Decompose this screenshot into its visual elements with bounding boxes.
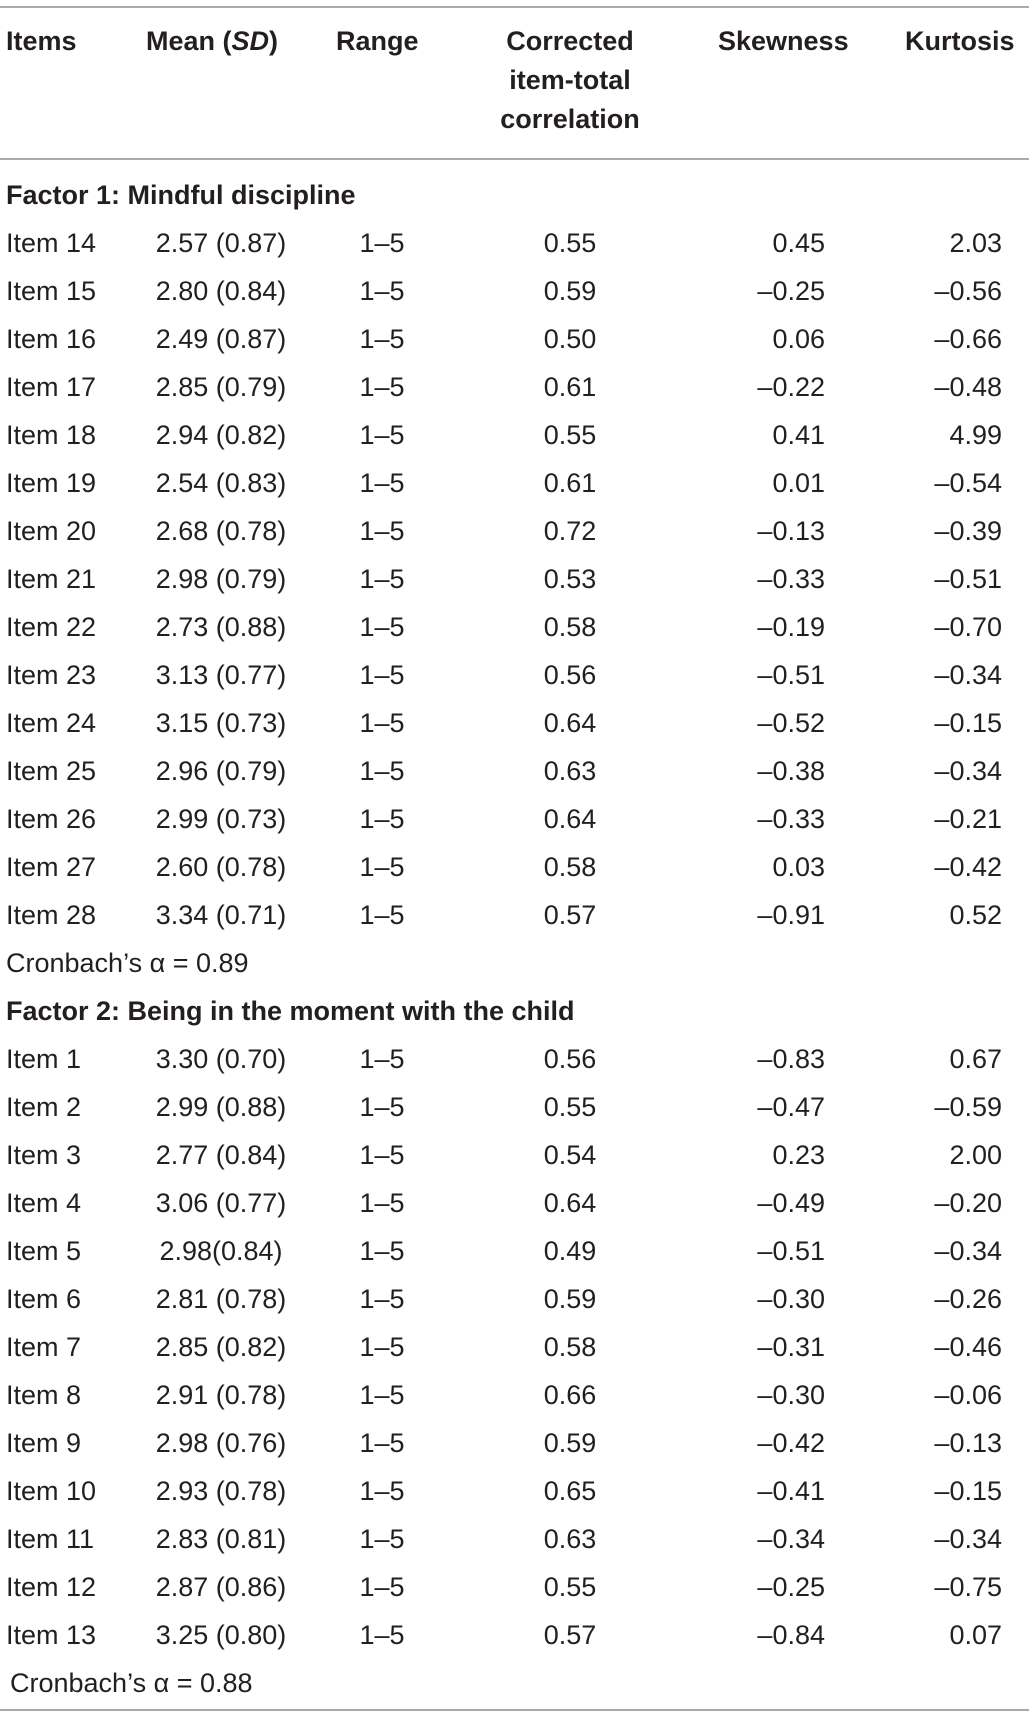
- skewness-cell: –0.34: [757, 1524, 825, 1554]
- table-row: [0, 891, 1029, 939]
- range-cell: 1–5: [359, 564, 405, 594]
- mean-sd-cell: 2.80 (0.84): [155, 276, 287, 306]
- mean-sd-cell: 2.49 (0.87): [155, 324, 287, 354]
- skewness-cell: –0.19: [757, 612, 825, 642]
- skewness-cell: –0.84: [757, 1620, 825, 1650]
- range-cell: 1–5: [359, 1332, 405, 1362]
- corrected-item-total-cell: 0.58: [543, 852, 597, 882]
- corrected-item-total-cell: 0.58: [543, 612, 597, 642]
- table-row: [0, 219, 1029, 267]
- header-mean-sd: SD: [231, 26, 270, 56]
- item-label-cell: Item 26: [6, 804, 97, 834]
- header-skewness: Skewness: [718, 26, 849, 56]
- header-kurtosis: Kurtosis: [905, 26, 1015, 56]
- kurtosis-cell: 0.07: [949, 1620, 1002, 1650]
- table-row: [0, 411, 1029, 459]
- mean-sd-cell: 2.96 (0.79): [155, 756, 287, 786]
- range-cell: 1–5: [359, 1140, 405, 1170]
- item-label-cell: Item 12: [6, 1572, 97, 1602]
- skewness-cell: –0.33: [757, 804, 825, 834]
- item-label-cell: Item 25: [6, 756, 97, 786]
- table-row: [0, 1419, 1029, 1467]
- item-label-cell: Item 13: [6, 1620, 97, 1650]
- corrected-item-total-cell: 0.50: [543, 324, 597, 354]
- corrected-item-total-cell: 0.64: [543, 804, 597, 834]
- corrected-item-total-cell: 0.56: [543, 660, 597, 690]
- item-label-cell: Item 21: [6, 564, 97, 594]
- item-label-cell: Item 16: [6, 324, 97, 354]
- table-row: [0, 1035, 1029, 1083]
- mean-sd-cell: 2.85 (0.82): [155, 1332, 287, 1362]
- mean-sd-cell: 2.98 (0.79): [155, 564, 287, 594]
- header-corrected-item-total: [470, 22, 670, 139]
- kurtosis-cell: 2.00: [949, 1140, 1002, 1170]
- range-cell: 1–5: [359, 1092, 405, 1122]
- corrected-item-total-cell: 0.64: [543, 1188, 597, 1218]
- skewness-cell: –0.13: [757, 516, 825, 546]
- mean-sd-cell: 2.60 (0.78): [155, 852, 287, 882]
- item-label-cell: Item 23: [6, 660, 97, 690]
- range-cell: 1–5: [359, 1476, 405, 1506]
- item-label-cell: Item 14: [6, 228, 97, 258]
- range-cell: 1–5: [359, 1044, 405, 1074]
- mean-sd-cell: 2.87 (0.86): [155, 1572, 287, 1602]
- corrected-item-total-cell: 0.55: [543, 228, 597, 258]
- corrected-item-total-cell: 0.61: [543, 468, 597, 498]
- table-row: [0, 315, 1029, 363]
- table-row: [0, 603, 1029, 651]
- header-range: Range: [336, 26, 419, 56]
- kurtosis-cell: –0.75: [934, 1572, 1002, 1602]
- item-label-cell: Item 17: [6, 372, 97, 402]
- kurtosis-cell: –0.34: [934, 1236, 1002, 1266]
- range-cell: 1–5: [359, 372, 405, 402]
- corrected-item-total-cell: 0.58: [543, 1332, 597, 1362]
- corrected-item-total-cell: 0.55: [543, 1092, 597, 1122]
- skewness-cell: –0.31: [757, 1332, 825, 1362]
- item-label-cell: Item 11: [6, 1524, 95, 1554]
- corrected-item-total-cell: 0.55: [543, 420, 597, 450]
- header-citc-line3: correlation: [500, 104, 640, 134]
- mean-sd-cell: 3.34 (0.71): [155, 900, 287, 930]
- mean-sd-cell: 2.83 (0.81): [155, 1524, 287, 1554]
- corrected-item-total-cell: 0.57: [543, 1620, 597, 1650]
- mean-sd-cell: 2.94 (0.82): [155, 420, 287, 450]
- kurtosis-cell: 2.03: [949, 228, 1002, 258]
- table-row: [0, 507, 1029, 555]
- kurtosis-cell: –0.46: [934, 1332, 1002, 1362]
- item-label-cell: Item 10: [6, 1476, 97, 1506]
- kurtosis-cell: 4.99: [949, 420, 1002, 450]
- table-row: [0, 1083, 1029, 1131]
- kurtosis-cell: –0.59: [934, 1092, 1002, 1122]
- kurtosis-cell: –0.51: [934, 564, 1002, 594]
- table-row: [0, 1611, 1029, 1659]
- mean-sd-cell: 2.91 (0.78): [155, 1380, 287, 1410]
- kurtosis-cell: –0.42: [934, 852, 1002, 882]
- skewness-cell: –0.41: [757, 1476, 825, 1506]
- corrected-item-total-cell: 0.72: [543, 516, 597, 546]
- header-mean: [146, 22, 278, 61]
- item-label-cell: Item 24: [6, 708, 97, 738]
- header-rule: [0, 158, 1029, 160]
- header-mean-label: Mean (: [146, 26, 232, 56]
- kurtosis-cell: 0.67: [949, 1044, 1002, 1074]
- mean-sd-cell: 2.99 (0.88): [155, 1092, 287, 1122]
- item-label-cell: Item 6: [6, 1284, 82, 1314]
- table-row: [0, 459, 1029, 507]
- item-label-cell: Item 20: [6, 516, 97, 546]
- skewness-cell: –0.91: [757, 900, 825, 930]
- mean-sd-cell: 2.73 (0.88): [155, 612, 287, 642]
- skewness-cell: –0.49: [757, 1188, 825, 1218]
- item-label-cell: Item 7: [6, 1332, 82, 1362]
- range-cell: 1–5: [359, 1524, 405, 1554]
- mean-sd-cell: 2.81 (0.78): [155, 1284, 287, 1314]
- skewness-cell: 0.01: [772, 468, 825, 498]
- kurtosis-cell: –0.54: [934, 468, 1002, 498]
- mean-sd-cell: 3.25 (0.80): [155, 1620, 287, 1650]
- factor1-title: Factor 1: Mindful discipline: [6, 180, 356, 210]
- range-cell: 1–5: [359, 276, 405, 306]
- table-row: [0, 1179, 1029, 1227]
- corrected-item-total-cell: 0.61: [543, 372, 597, 402]
- range-cell: 1–5: [359, 1188, 405, 1218]
- skewness-cell: 0.41: [772, 420, 825, 450]
- corrected-item-total-cell: 0.56: [543, 1044, 597, 1074]
- mean-sd-cell: 2.77 (0.84): [155, 1140, 287, 1170]
- range-cell: 1–5: [359, 708, 405, 738]
- skewness-cell: 0.45: [772, 228, 825, 258]
- table-row: [0, 747, 1029, 795]
- skewness-cell: 0.03: [772, 852, 825, 882]
- mean-sd-cell: 3.30 (0.70): [155, 1044, 287, 1074]
- mean-sd-cell: 2.99 (0.73): [155, 804, 287, 834]
- corrected-item-total-cell: 0.59: [543, 276, 597, 306]
- range-cell: 1–5: [359, 324, 405, 354]
- table-row: [0, 1227, 1029, 1275]
- mean-sd-cell: 3.13 (0.77): [155, 660, 287, 690]
- corrected-item-total-cell: 0.59: [543, 1284, 597, 1314]
- range-cell: 1–5: [359, 1572, 405, 1602]
- corrected-item-total-cell: 0.65: [543, 1476, 597, 1506]
- corrected-item-total-cell: 0.59: [543, 1428, 597, 1458]
- item-label-cell: Item 18: [6, 420, 97, 450]
- corrected-item-total-cell: 0.53: [543, 564, 597, 594]
- table-row: [0, 363, 1029, 411]
- corrected-item-total-cell: 0.55: [543, 1572, 597, 1602]
- corrected-item-total-cell: 0.54: [543, 1140, 597, 1170]
- skewness-cell: –0.25: [757, 276, 825, 306]
- range-cell: 1–5: [359, 1428, 405, 1458]
- kurtosis-cell: 0.52: [949, 900, 1002, 930]
- skewness-cell: –0.38: [757, 756, 825, 786]
- mean-sd-cell: 2.57 (0.87): [155, 228, 287, 258]
- skewness-cell: –0.30: [757, 1284, 825, 1314]
- skewness-cell: –0.51: [757, 660, 825, 690]
- range-cell: 1–5: [359, 1236, 405, 1266]
- factor2-title: Factor 2: Being in the moment with the child: [6, 996, 575, 1026]
- table-row: [0, 267, 1029, 315]
- table-row: [0, 1563, 1029, 1611]
- range-cell: 1–5: [359, 420, 405, 450]
- item-label-cell: Item 9: [6, 1428, 82, 1458]
- corrected-item-total-cell: 0.63: [543, 756, 597, 786]
- mean-sd-cell: 3.06 (0.77): [155, 1188, 287, 1218]
- item-label-cell: Item 19: [6, 468, 97, 498]
- item-label-cell: Item 22: [6, 612, 97, 642]
- table-row: [0, 1323, 1029, 1371]
- table-row: [0, 795, 1029, 843]
- range-cell: 1–5: [359, 900, 405, 930]
- range-cell: 1–5: [359, 228, 405, 258]
- mean-sd-cell: 2.85 (0.79): [155, 372, 287, 402]
- kurtosis-cell: –0.66: [934, 324, 1002, 354]
- mean-sd-cell: 2.54 (0.83): [155, 468, 287, 498]
- table-header: [0, 22, 1029, 152]
- table-row: [0, 699, 1029, 747]
- skewness-cell: –0.33: [757, 564, 825, 594]
- corrected-item-total-cell: 0.64: [543, 708, 597, 738]
- skewness-cell: –0.47: [757, 1092, 825, 1122]
- table-row: [0, 1371, 1029, 1419]
- table-row: [0, 1131, 1029, 1179]
- item-label-cell: Item 27: [6, 852, 97, 882]
- range-cell: 1–5: [359, 1284, 405, 1314]
- kurtosis-cell: –0.06: [934, 1380, 1002, 1410]
- table-row: [0, 843, 1029, 891]
- skewness-cell: –0.25: [757, 1572, 825, 1602]
- header-citc-line2: item-total: [509, 65, 631, 95]
- mean-sd-cell: 3.15 (0.73): [155, 708, 287, 738]
- mean-sd-cell: 2.68 (0.78): [155, 516, 287, 546]
- item-label-cell: Item 3: [6, 1140, 82, 1170]
- item-label-cell: Item 28: [6, 900, 97, 930]
- header-citc-line1: Corrected: [506, 26, 634, 56]
- kurtosis-cell: –0.20: [934, 1188, 1002, 1218]
- range-cell: 1–5: [359, 1380, 405, 1410]
- table-row: [0, 1467, 1029, 1515]
- bottom-rule: [0, 1709, 1029, 1711]
- corrected-item-total-cell: 0.57: [543, 900, 597, 930]
- header-mean-close: ): [269, 26, 279, 56]
- skewness-cell: –0.51: [757, 1236, 825, 1266]
- item-label-cell: Item 2: [6, 1092, 82, 1122]
- kurtosis-cell: –0.13: [934, 1428, 1002, 1458]
- kurtosis-cell: –0.39: [934, 516, 1002, 546]
- mean-sd-cell: 2.98 (0.76): [155, 1428, 287, 1458]
- skewness-cell: –0.30: [757, 1380, 825, 1410]
- kurtosis-cell: –0.15: [934, 1476, 1002, 1506]
- corrected-item-total-cell: 0.66: [543, 1380, 597, 1410]
- skewness-cell: 0.23: [772, 1140, 825, 1170]
- mean-sd-cell: 2.98(0.84): [159, 1236, 283, 1266]
- table-row: [0, 651, 1029, 699]
- kurtosis-cell: –0.34: [934, 1524, 1002, 1554]
- kurtosis-cell: –0.48: [934, 372, 1002, 402]
- skewness-cell: –0.83: [757, 1044, 825, 1074]
- table-row: [0, 555, 1029, 603]
- corrected-item-total-cell: 0.49: [543, 1236, 597, 1266]
- skewness-cell: –0.52: [757, 708, 825, 738]
- skewness-cell: –0.42: [757, 1428, 825, 1458]
- kurtosis-cell: –0.15: [934, 708, 1002, 738]
- top-rule: [0, 6, 1029, 8]
- corrected-item-total-cell: 0.63: [543, 1524, 597, 1554]
- header-items: Items: [6, 26, 77, 56]
- range-cell: 1–5: [359, 756, 405, 786]
- table-row: [0, 1275, 1029, 1323]
- item-label-cell: Item 1: [6, 1044, 82, 1074]
- range-cell: 1–5: [359, 468, 405, 498]
- range-cell: 1–5: [359, 612, 405, 642]
- kurtosis-cell: –0.21: [934, 804, 1002, 834]
- range-cell: 1–5: [359, 804, 405, 834]
- kurtosis-cell: –0.70: [934, 612, 1002, 642]
- factor1-alpha: Cronbach’s α = 0.89: [6, 948, 249, 978]
- kurtosis-cell: –0.26: [934, 1284, 1002, 1314]
- mean-sd-cell: 2.93 (0.78): [155, 1476, 287, 1506]
- item-label-cell: Item 4: [6, 1188, 82, 1218]
- range-cell: 1–5: [359, 660, 405, 690]
- skewness-cell: 0.06: [772, 324, 825, 354]
- item-label-cell: Item 8: [6, 1380, 82, 1410]
- item-label-cell: Item 5: [6, 1236, 82, 1266]
- range-cell: 1–5: [359, 852, 405, 882]
- item-label-cell: Item 15: [6, 276, 97, 306]
- kurtosis-cell: –0.56: [934, 276, 1002, 306]
- kurtosis-cell: –0.34: [934, 756, 1002, 786]
- kurtosis-cell: –0.34: [934, 660, 1002, 690]
- factor2-alpha: Cronbach’s α = 0.88: [10, 1668, 253, 1698]
- range-cell: 1–5: [359, 516, 405, 546]
- skewness-cell: –0.22: [757, 372, 825, 402]
- table-row: [0, 1515, 1029, 1563]
- range-cell: 1–5: [359, 1620, 405, 1650]
